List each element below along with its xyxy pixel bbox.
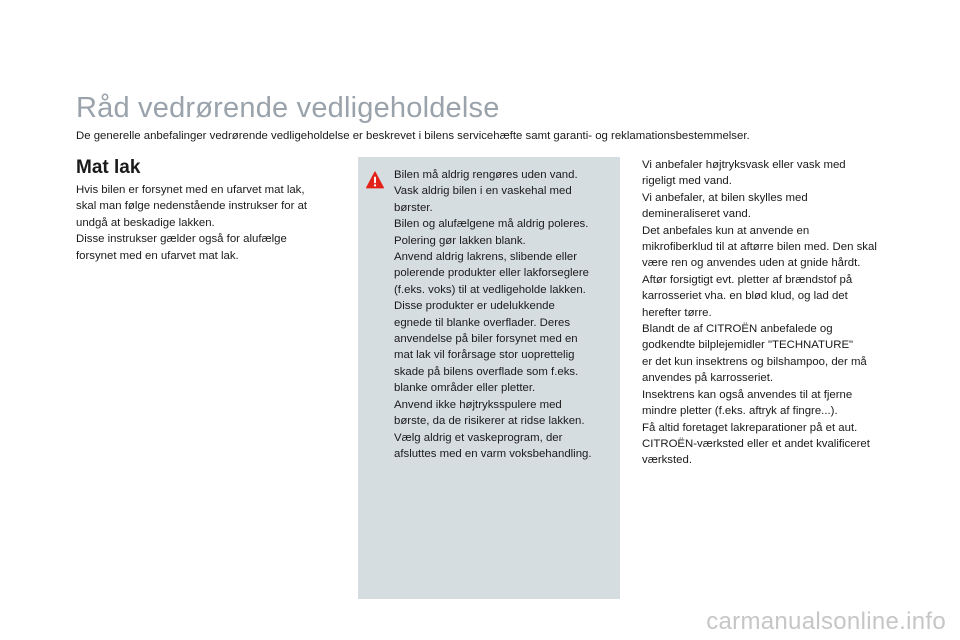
left-column bbox=[76, 182, 338, 264]
warning-line: Bilen og alufælgene må aldrig poleres. bbox=[394, 218, 589, 231]
warning-line: polerende produkter eller lakforseglere bbox=[394, 267, 590, 280]
right-line: rigeligt med vand. bbox=[642, 175, 732, 188]
right-line: godkendte bilplejemidler "TECHNATURE" bbox=[642, 339, 854, 352]
right-line: mikrofiberklud til at aftørre bilen med. Den skal bbox=[642, 241, 877, 254]
warning-panel bbox=[358, 157, 620, 599]
right-line: Blandt de af CITROËN anbefalede og bbox=[642, 323, 833, 336]
warning-exclamation-dot bbox=[374, 184, 376, 186]
left-line: skal man følge nedenstående instrukser for at bbox=[76, 200, 308, 213]
right-line: Det anbefales kun at anvende en bbox=[642, 224, 810, 237]
right-line: mindre pletter (f.eks. aftryk af fingre...). bbox=[642, 405, 838, 418]
right-line: CITROËN-værksted eller et andet kvalificeret bbox=[642, 437, 870, 450]
warning-line: afsluttes med en varm voksbehandling. bbox=[394, 447, 592, 460]
intro-text: De generelle anbefalinger vedrørende vedligeholdelse er beskrevet i bilens servicehæfte samt garanti- og reklamationsbestemmelser. bbox=[76, 130, 750, 142]
right-line: værksted. bbox=[642, 454, 693, 467]
right-line: er det kun insektrens og bilshampoo, der må bbox=[642, 355, 867, 368]
warning-text bbox=[394, 167, 616, 462]
left-line: undgå at beskadige lakken. bbox=[76, 216, 215, 229]
right-line: Få altid foretaget lakreparationer på et aut. bbox=[642, 421, 858, 434]
right-line: Vi anbefaler højtryksvask eller vask med bbox=[642, 159, 846, 171]
warning-line: mat lak vil forårsage stor uoprettelig bbox=[394, 349, 575, 362]
right-line: være ren og anvendes uden at gnide hårdt. bbox=[642, 257, 861, 270]
left-line: Disse instrukser gælder også for alufælge bbox=[76, 233, 287, 246]
left-line: Hvis bilen er forsynet med en ufarvet mat lak, bbox=[76, 184, 305, 196]
right-line: herefter tørre. bbox=[642, 306, 712, 319]
right-column bbox=[642, 157, 904, 469]
right-line: Vi anbefaler, at bilen skylles med bbox=[642, 191, 808, 204]
right-line: Aftør forsigtigt evt. pletter af brændstof på bbox=[642, 273, 853, 286]
warning-line: anvendelse på biler forsynet med en bbox=[394, 333, 578, 346]
warning-line: Vask aldrig bilen i en vaskehal med bbox=[394, 185, 572, 198]
right-line: anvendes på karrosseriet. bbox=[642, 372, 774, 385]
left-line: forsynet med en ufarvet mat lak. bbox=[76, 249, 239, 262]
warning-icon-graphic bbox=[366, 171, 384, 189]
right-line: karrosseriet vha. en blød klud, og lad det bbox=[642, 290, 848, 303]
warning-line: skade på bilens overflade som f.eks. bbox=[394, 365, 579, 378]
section-heading: Mat lak bbox=[76, 157, 141, 178]
warning-line: egnede til blanke overflader. Deres bbox=[394, 316, 571, 329]
warning-line: børste, da de risikerer at ridse lakken. bbox=[394, 415, 585, 428]
warning-line: Bilen må aldrig rengøres uden vand. bbox=[394, 169, 578, 181]
right-line: Insektrens kan også anvendes til at fjerne bbox=[642, 388, 853, 401]
right-line: demineraliseret vand. bbox=[642, 208, 751, 221]
warning-line: børster. bbox=[394, 201, 433, 214]
page-title: Råd vedrørende vedligeholdelse bbox=[76, 92, 500, 124]
warning-line: Anvend ikke højtryksspulere med bbox=[394, 398, 562, 411]
warning-line: Vælg aldrig et vaskeprogram, der bbox=[394, 431, 563, 444]
warning-line: Anvend aldrig lakrens, slibende eller bbox=[394, 251, 577, 264]
warning-line: (f.eks. voks) til at vedligeholde lakken. bbox=[394, 283, 586, 296]
warning-icon bbox=[366, 171, 384, 189]
warning-line: blanke områder eller pletter. bbox=[394, 382, 536, 395]
warning-exclamation-bar bbox=[374, 177, 376, 184]
watermark: carmanualsonline.info bbox=[706, 608, 946, 635]
warning-line: Disse produkter er udelukkende bbox=[394, 300, 555, 313]
warning-line: Polering gør lakken blank. bbox=[394, 234, 526, 247]
